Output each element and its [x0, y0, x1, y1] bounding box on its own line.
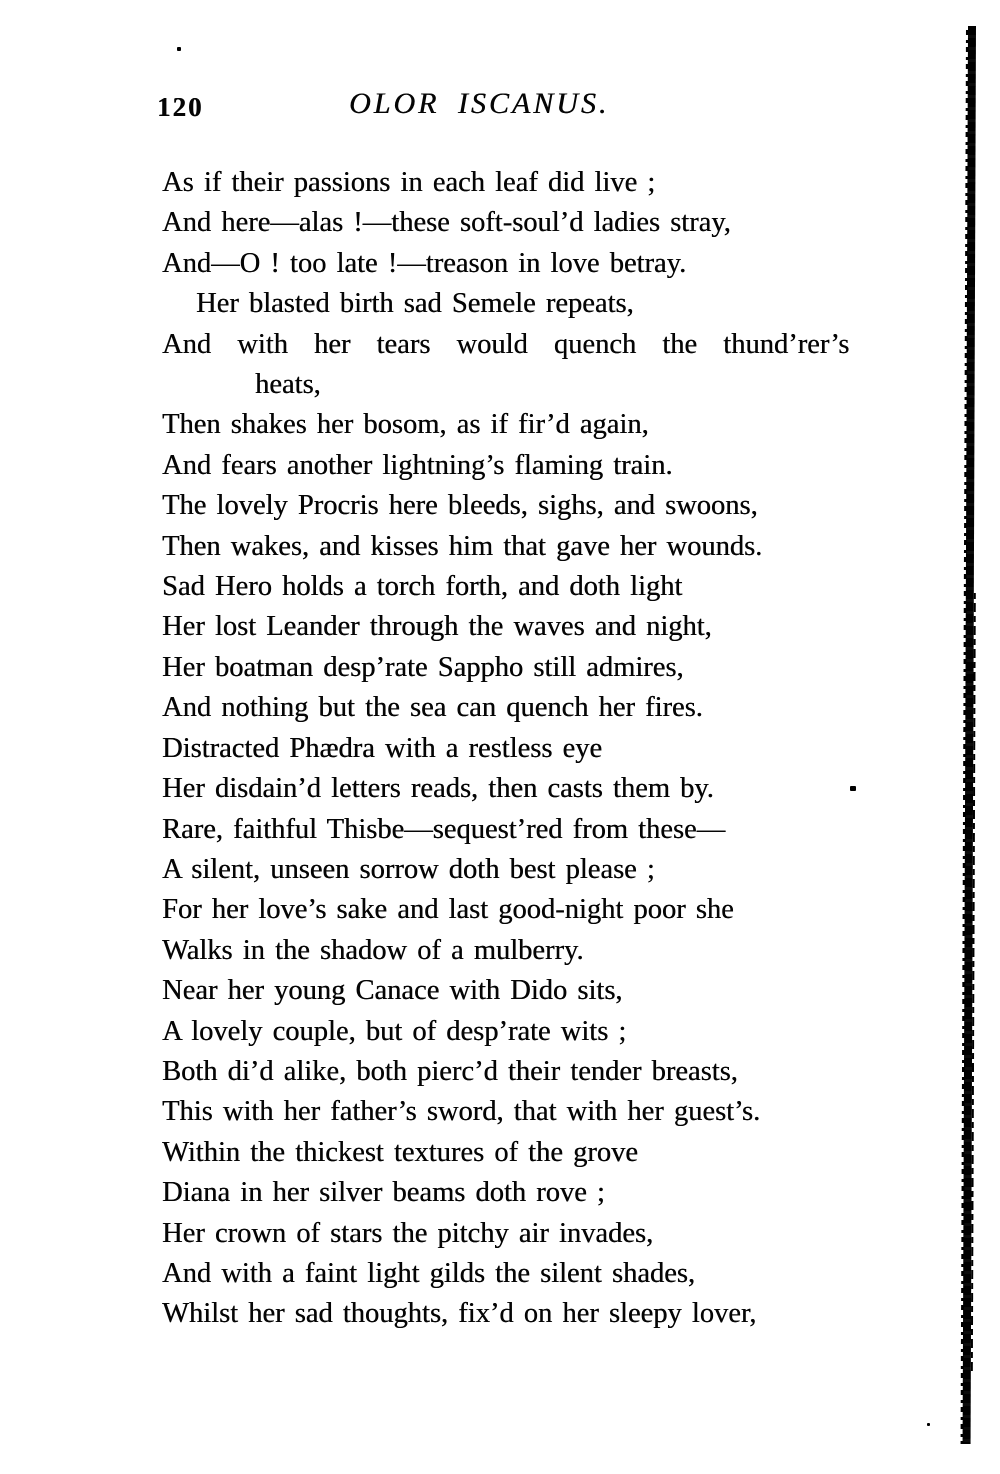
poem-line: Both di’d alike, both pierc’d their tender breasts,: [162, 1055, 738, 1087]
poem-line: Distracted Phædra with a restless eye: [162, 732, 603, 764]
poem-line: And here—alas !—these soft-soul’d ladies stray,: [162, 207, 731, 239]
poem-line: A silent, unseen sorrow doth best please ;: [162, 853, 655, 885]
poem-line: Then shakes her bosom, as if fir’d again,: [162, 409, 649, 441]
poem-line: Within the thickest textures of the grove: [162, 1136, 638, 1168]
poem-line: And—O ! too late !—treason in love betray.: [162, 247, 687, 279]
poem-line: Near her young Canace with Dido sits,: [162, 975, 623, 1007]
scan-speck: [927, 1423, 930, 1426]
poem-line: And with her tears would quench the thund’rer’s: [162, 328, 850, 360]
poem-line: And nothing but the sea can quench her fires.: [162, 692, 703, 724]
poem-line: For her love’s sake and last good-night poor she: [162, 894, 734, 926]
poem-text-block: [162, 163, 910, 1335]
poem-line: Her crown of stars the pitchy air invades,: [162, 1217, 654, 1249]
poem-line: This with her father’s sword, that with her guest’s.: [162, 1096, 761, 1128]
page-number: 120: [157, 92, 204, 122]
scan-speck: [850, 786, 856, 791]
poem-line: The lovely Procris here bleeds, sighs, and swoons,: [162, 490, 758, 522]
poem-line: Whilst her sad thoughts, fix’d on her sleepy lover,: [162, 1298, 757, 1330]
poem-line: Rare, faithful Thisbe—sequest’red from these—: [162, 813, 726, 845]
poem-line: Her lost Leander through the waves and night,: [162, 611, 712, 643]
poem-line: And fears another lightning’s flaming train.: [162, 449, 673, 481]
poem-line: A lovely couple, but of desp’rate wits ;: [162, 1015, 627, 1047]
poem-line: Her blasted birth sad Semele repeats,: [196, 288, 634, 320]
poem-line: Sad Hero holds a torch forth, and doth light: [162, 571, 683, 603]
poem-line: Her boatman desp’rate Sappho still admires,: [162, 651, 684, 683]
poem-line: Diana in her silver beams doth rove ;: [162, 1177, 605, 1209]
poem-line: Then wakes, and kisses him that gave her wounds.: [162, 530, 763, 562]
running-header-title: OLOR ISCANUS.: [349, 87, 610, 120]
poem-line: heats,: [255, 369, 321, 401]
scan-speck: [177, 47, 181, 51]
poem-line: And with a faint light gilds the silent shades,: [162, 1257, 695, 1289]
poem-line: As if their passions in each leaf did live ;: [162, 167, 656, 198]
poem-line: Her disdain’d letters reads, then casts them by.: [162, 773, 714, 805]
poem-line: Walks in the shadow of a mulberry.: [162, 934, 584, 966]
scan-binding-edge-line: [963, 26, 976, 1444]
